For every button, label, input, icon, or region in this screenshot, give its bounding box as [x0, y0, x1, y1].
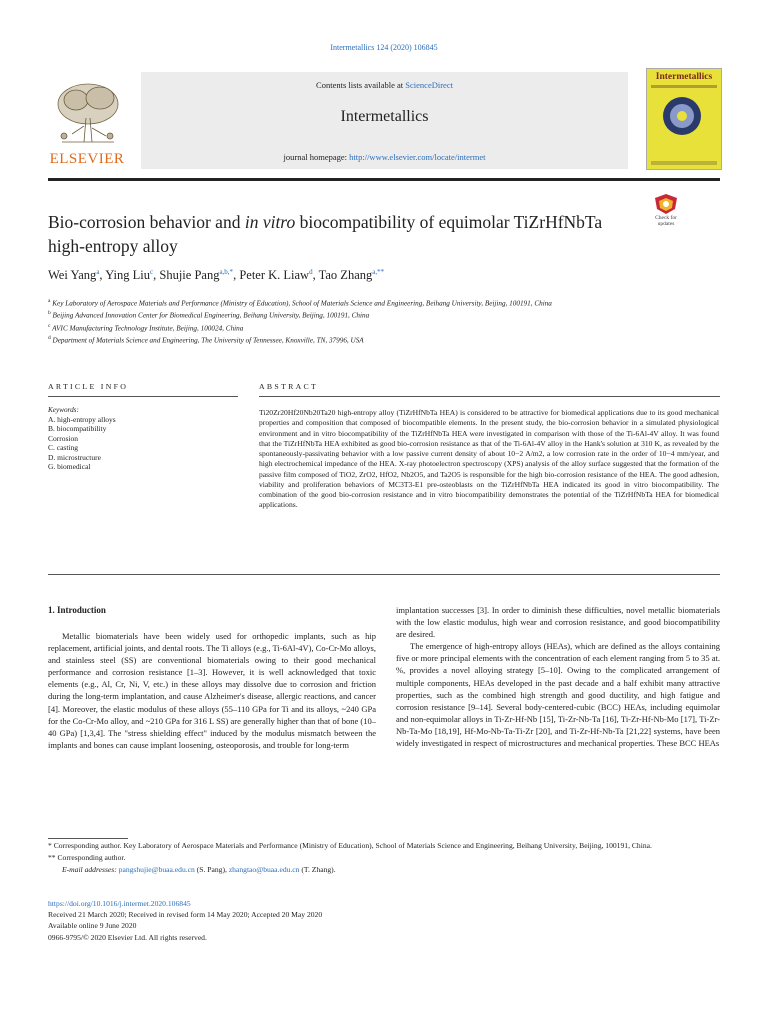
- cover-art-icon: [661, 95, 703, 137]
- author-affiliation-marker[interactable]: c: [150, 268, 154, 276]
- corresponding-author-note: ** Corresponding author.: [48, 852, 126, 862]
- intro-paragraph: implantation successes [3]. In order to diminish these difficulties, novel metallic biomaterials with the low elastic modulus, high wear and corrosion resistance, and good biocompatibility are desired.: [396, 605, 720, 640]
- affiliation-text: Key Laboratory of Aerospace Materials and Performance (Ministry of Education), School of Materials Science and Engineering, Beihang University, Beijing, 100191, China: [52, 299, 552, 308]
- author-name[interactable]: Peter K. Liaw: [239, 268, 310, 283]
- affiliation-marker: b: [48, 310, 51, 317]
- email-line: [48, 864, 720, 876]
- affiliation-text: AVIC Manufacturing Technology Institute, Beijing, 100024, China: [52, 324, 244, 333]
- article-title: [48, 210, 628, 258]
- journal-homepage: [141, 152, 628, 162]
- author-affiliation-marker[interactable]: a,b,*: [219, 268, 234, 276]
- author-name[interactable]: Tao Zhang: [318, 268, 373, 283]
- keyword-item[interactable]: B. biocompatibility: [48, 424, 107, 434]
- article-info-heading: ARTICLE INFO: [48, 382, 129, 391]
- received-dates: Received 21 March 2020; Received in revised form 14 May 2020; Accepted 20 May 2020: [48, 910, 323, 920]
- available-online: Available online 9 June 2020: [48, 921, 137, 931]
- journal-citation[interactable]: Intermetallics 124 (2020) 106845: [330, 43, 438, 52]
- abstract-heading: ABSTRACT: [259, 382, 319, 391]
- homepage-label: journal homepage:: [283, 152, 350, 162]
- title-italic: in vitro: [244, 212, 296, 232]
- check-updates-icon: [648, 193, 684, 215]
- email-label: E-mail addresses:: [62, 864, 119, 874]
- contents-line: [141, 80, 628, 90]
- sciencedirect-link[interactable]: ScienceDirect: [405, 80, 453, 90]
- affiliation-item: [48, 296, 648, 308]
- elsevier-logo[interactable]: [48, 76, 126, 168]
- journal-cover[interactable]: [646, 68, 722, 170]
- author-name[interactable]: Wei Yang: [48, 268, 97, 283]
- homepage-link[interactable]: http://www.elsevier.com/locate/intermet: [349, 152, 486, 162]
- keyword-item[interactable]: D. microstructure: [48, 452, 101, 462]
- check-updates-label: Check for updates: [655, 215, 677, 227]
- header-divider: [48, 178, 720, 181]
- keywords-label: Keywords:: [48, 406, 79, 414]
- keyword-item[interactable]: Corrosion: [48, 433, 78, 443]
- cover-title: Intermetallics: [655, 72, 713, 82]
- intro-right-column: [396, 604, 720, 749]
- corresponding-author-note: * Corresponding author. Key Laboratory of Aerospace Materials and Performance (Ministry of Education), School of Materials Science and Engineering, Beihang University, Beijing, 100191, China.: [48, 841, 652, 850]
- abstract-bottom-rule: [48, 574, 720, 575]
- affiliation-marker: d: [48, 335, 51, 342]
- intro-left-column: [48, 630, 376, 751]
- author-affiliation-marker[interactable]: a,**: [372, 268, 385, 276]
- author-name[interactable]: Ying Liu: [105, 268, 151, 283]
- email-link[interactable]: zhangtao@buaa.edu.cn: [228, 864, 300, 874]
- abstract-text: Ti20Zr20Hf20Nb20Ta20 high-entropy alloy (TiZrHfNbTa HEA) is considered to be attractive for biomedical applications due to its good mechanical properties and composition that composed of biocompatible elements. In the present study, the bio-corrosion behavior in a simulated physiological environment and in vitro biocompatibility of the TiZrHfNbTa HEA were investigated in comparison with those of the Ti-6Al-4V alloy. It was found that the TiZrHfNbTa HEA exhibited as good bio-corrosion resistance as that of the Ti-6Al-4V alloy in the Hank's solution at 310 K, as revealed by the spontaneously-passivating behavior with a low passive current density of about 10−2 A/m2, a low corrosion rate in the order of 10−4 mm/year, and high electrochemical impedance of the HEA. X-ray photoelectron spectroscopy (XPS) analysis of the alloy surface suggested that the formation of the passive film composed of TiO2, ZrO2, HfO2, Nb2O5, and Ta2O5 is responsible for the high bio-corrosion resistance of the HEA. The good adhesion, viability and proliferation behaviors of MC3T3-E1 pre-osteoblasts on the TiZrHfNbTa HEA indicated its good in vitro biocompatibility. The combination of the good bio-corrosion resistance and in vitro biocompatibility demonstrates the potential of the TiZrHfNbTa HEA for biomedical applications.: [259, 408, 719, 510]
- author-list: Wei Yang$^a$, Ying Liu$^c$, Shujie Pang$^{a,b,*}$, Peter K. Liaw$^d$, Tao Zhang$^{a,**}$: [48, 268, 385, 283]
- affiliations: [48, 296, 648, 346]
- copyright: 0966-9795/© 2020 Elsevier Ltd. All rights reserved.: [48, 932, 207, 942]
- affiliation-text: Department of Materials Science and Engineering, The University of Tennessee, Knoxville, TN, 37996, USA: [52, 336, 364, 345]
- affiliation-item: [48, 321, 648, 333]
- email-owner: (T. Zhang).: [299, 864, 336, 874]
- cover-subtitle-bar: [651, 85, 717, 88]
- cover-footer-bar: [651, 161, 717, 165]
- intro-paragraph: Metallic biomaterials have been widely used for orthopedic implants, such as hip replacement, artificial joints, and dental roots. The Ti alloys (e.g., Ti-6Al-4V), Co-Cr-Mo alloys, and stainless steel (SS) are conventional biomaterials owing to their good mechanical performance and corrosion resistance [1–3]. However, it is well acknowledged that toxic elements (e.g., Al, Cr, Ni, V, etc.) in these alloys may dissolve due to corrosion and friction during the long-term implantation, and cause Alzheimer's disease, allergic reactions, and cancer [4]. Moreover, the elastic modulus of these alloys (55–110 GPa for Ti and its alloys, ~240 GPa for the Co-Cr-Mo alloy, and ~210 GPa for 316 L SS) are generally higher than that of bone (10–40 GPa) [1,3,4]. The "stress shielding effect" induced by the modulus mismatch between the implants and bones can cause implant loosening, osteoporosis, and trouble for long-term: [48, 631, 376, 750]
- author-affiliation-marker[interactable]: a: [96, 268, 100, 276]
- affiliation-text: Beijing Advanced Innovation Center for Biomedical Engineering, Beihang University, Beijing, 100191, China: [52, 311, 370, 320]
- keyword-item[interactable]: A. high-entropy alloys: [48, 415, 116, 424]
- intro-paragraph: The emergence of high-entropy alloys (HEAs), which are defined as the alloys containing five or more principal elements with the concentration of each element ranging from 5 to 35 at. %, provides a novel alloying strategy [5–10]. Owing to the complicated arrangement of multiple components, HEAs developed in the past decade and a half exhibit many attractive properties, such as the combined high strength and good ductility, and high fatigue and corrosion resistance [9–14]. Several body-centered-cubic (BCC) HEAs, including equimolar and non-equimolar alloys in Ti-Zr-Hf-Nb [15], Ti-Zr-Nb-Ta [16], Ti-Zr-Hf-Nb-Mo [17], Ti-Zr-Nb-Ta-Mo [18,19], Hf-Mo-Nb-Ta-Ti-Zr [20], and Ti-Zr-Hf-Nb-Ta [21,22] systems, have been widely investigated in respect of microstructures and mechanical properties. These BCC HEAs: [396, 641, 720, 749]
- footnotes: [48, 840, 720, 875]
- author-affiliation-marker[interactable]: d: [309, 268, 313, 276]
- email-link[interactable]: pangshujie@buaa.edu.cn: [118, 864, 195, 874]
- affiliation-item: [48, 308, 648, 320]
- journal-name: Intermetallics: [340, 108, 429, 125]
- abstract-rule: [259, 396, 720, 397]
- keywords-list: [48, 415, 116, 471]
- author-name[interactable]: Shujie Pang: [159, 268, 220, 283]
- footnote-rule: [48, 838, 128, 839]
- introduction-heading: 1. Introduction: [48, 605, 106, 615]
- keyword-item[interactable]: G. biomedical: [48, 462, 91, 472]
- affiliation-marker: a: [48, 298, 51, 304]
- check-for-updates-button[interactable]: [648, 193, 684, 229]
- publisher-name: ELSEVIER: [49, 151, 125, 167]
- affiliation-marker: c: [48, 322, 51, 329]
- contents-prefix: Contents lists available at: [316, 80, 406, 90]
- email-owner: (S. Pang),: [194, 864, 229, 874]
- title-part-2: biocompatibility of equimolar TiZrHfNbTa high-entropy alloy: [48, 212, 603, 256]
- doi-link[interactable]: https://doi.org/10.1016/j.intermet.2020.106845: [48, 899, 191, 908]
- tree-icon: [48, 76, 126, 150]
- affiliation-item: [48, 333, 648, 345]
- title-part-1: Bio-corrosion behavior and: [48, 212, 245, 232]
- publication-info: [48, 898, 648, 943]
- article-info-rule: [48, 396, 238, 397]
- keyword-item[interactable]: C. casting: [48, 443, 78, 453]
